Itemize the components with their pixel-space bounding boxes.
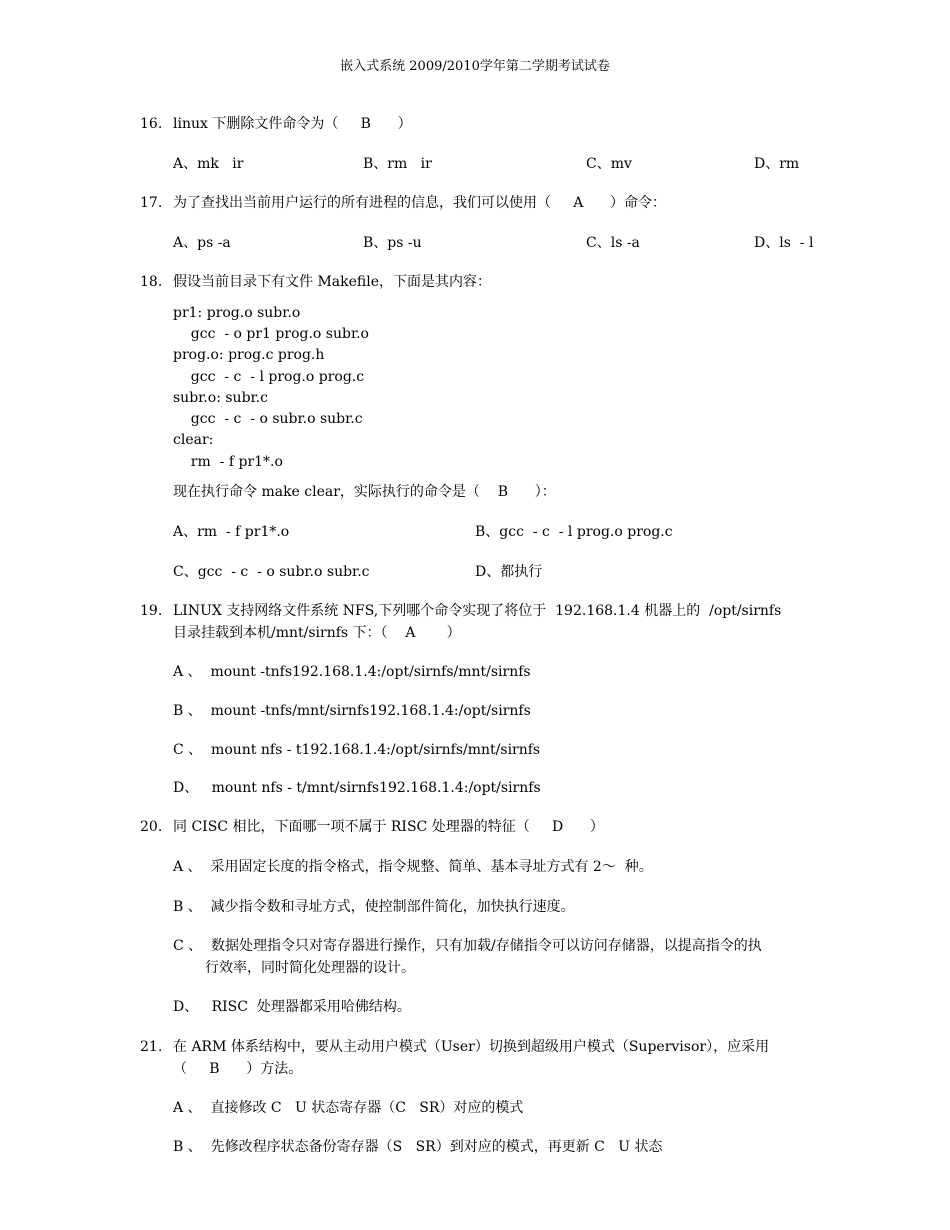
makefile-line: prog.o: prog.c prog.h: [173, 347, 325, 363]
q21-option-a: A 、 直接修改 C U 状态寄存器（C SR）对应的模式: [173, 1100, 524, 1116]
q20-option-c-line1: C 、 数据处理指令只对寄存器进行操作，只有加载/存储指令可以访问存储器，以提高指令的执: [173, 938, 762, 954]
q16-option-a: A、mk ir: [173, 156, 244, 172]
q19-option-d: D、 mount nfs - t/mnt/sirnfs192.168.1.4:/opt/sirnfs: [173, 780, 541, 796]
question-18-text: 假设当前目录下有文件 Makefile，下面是其内容：: [173, 274, 491, 290]
q16-option-d: D、rm: [754, 156, 800, 172]
question-19-line2: 目录挂载到本机/mnt/sirnfs 下：（ A ）: [173, 625, 461, 641]
q17-option-a: A、ps -a: [173, 235, 231, 251]
question-16-text: linux 下删除文件命令为（ B ）: [173, 116, 412, 132]
makefile-line: gcc - o pr1 prog.o subr.o: [173, 326, 369, 342]
question-number-20: 20.: [140, 819, 163, 835]
question-21-line1: 在 ARM 体系结构中，要从主动用户模式（User）切换到超级用户模式（Supervisor），应采用: [173, 1039, 770, 1055]
q19-option-a: A 、 mount -tnfs192.168.1.4:/opt/sirnfs/mnt/sirnfs: [173, 664, 531, 680]
question-20-text: 同 CISC 相比，下面哪一项不属于 RISC 处理器的特征（ D ）: [173, 819, 604, 835]
q20-option-a: A 、 采用固定长度的指令格式，指令规整、简单、基本寻址方式有 2～ 种。: [173, 859, 653, 875]
q20-option-c-line2: 行效率，同时简化处理器的设计。: [205, 960, 415, 976]
question-number-16: 16.: [140, 116, 163, 132]
makefile-line: gcc - c - o subr.o subr.c: [173, 411, 363, 427]
q17-option-b: B、ps -u: [363, 235, 422, 251]
question-number-17: 17.: [140, 195, 163, 211]
makefile-line: rm - f pr1*.o: [173, 454, 283, 470]
question-19-line1: LINUX 支持网络文件系统 NFS,下列哪个命令实现了将位于 192.168.1.4 机器上的 /opt/sirnfs: [173, 603, 782, 619]
q19-option-c: C 、 mount nfs - t192.168.1.4:/opt/sirnfs/mnt/sirnfs: [173, 742, 541, 758]
question-21-line2: （ B ）方法。: [173, 1061, 303, 1077]
makefile-line: gcc - c - l prog.o prog.c: [173, 369, 365, 385]
question-number-21: 21.: [140, 1039, 163, 1055]
q18-option-c: C、gcc - c - o subr.o subr.c: [173, 564, 370, 580]
question-number-18: 18.: [140, 274, 163, 290]
q20-option-b: B 、 减少指令数和寻址方式，使控制部件简化，加快执行速度。: [173, 899, 575, 915]
q20-option-d: D、 RISC 处理器都采用哈佛结构。: [173, 999, 411, 1015]
question-17-text: 为了查找出当前用户运行的所有进程的信息，我们可以使用（ A ）命令：: [173, 195, 667, 211]
question-number-19: 19.: [140, 603, 163, 619]
q16-option-b: B、rm ir: [363, 156, 432, 172]
q21-option-b: B 、 先修改程序状态备份寄存器（S SR）到对应的模式，再更新 C U 状态: [173, 1139, 663, 1155]
page-header: 嵌入式系统 2009/2010学年第二学期考试试卷: [340, 59, 610, 74]
makefile-line: clear:: [173, 432, 214, 448]
q18-option-d: D、都执行: [475, 564, 543, 580]
q18-option-b: B、gcc - c - l prog.o prog.c: [475, 524, 673, 540]
q19-option-b: B 、 mount -tnfs/mnt/sirnfs192.168.1.4:/opt/sirnfs: [173, 703, 531, 719]
q18-option-a: A、rm - f pr1*.o: [173, 524, 290, 540]
makefile-line: subr.o: subr.c: [173, 390, 268, 406]
q16-option-c: C、mv: [586, 156, 632, 172]
q17-option-c: C、ls -a: [586, 235, 640, 251]
q17-option-d: D、ls - l: [754, 235, 814, 251]
makefile-line: pr1: prog.o subr.o: [173, 305, 301, 321]
question-18-prompt: 现在执行命令 make clear，实际执行的命令是（ B ）：: [173, 484, 556, 500]
